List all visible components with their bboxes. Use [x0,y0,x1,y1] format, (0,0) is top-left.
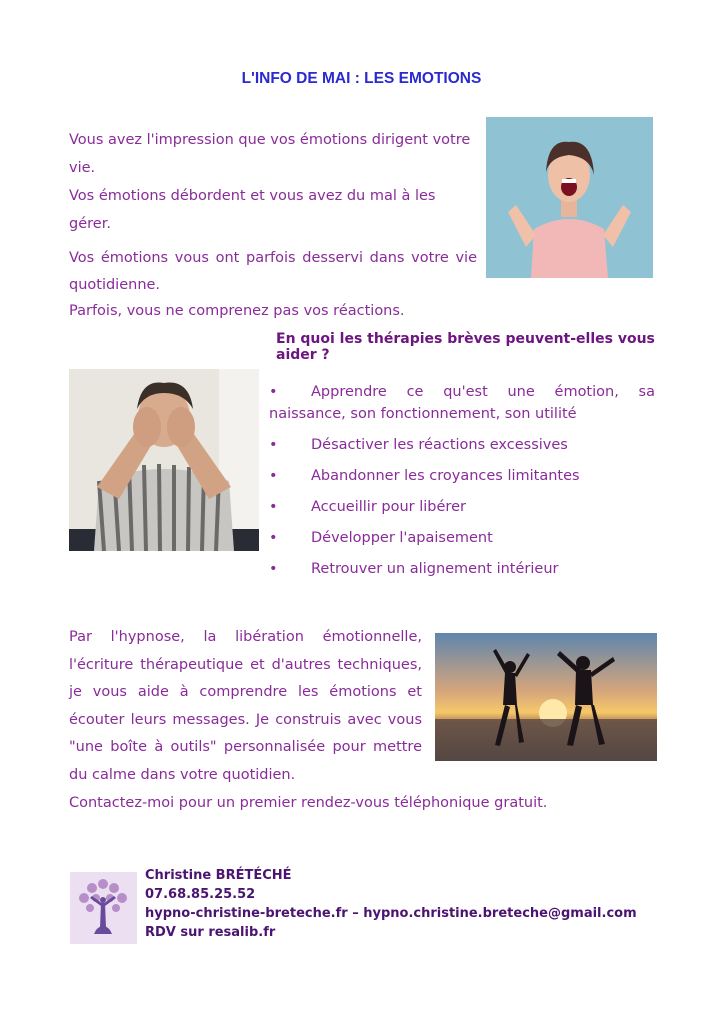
intro-line-3b: quotidienne. [69,277,161,293]
list-item [269,381,655,425]
contact-block [145,866,637,942]
benefits-list [269,381,655,589]
list-item-text: Développer l'apaisement [311,530,493,546]
list-item-text: Abandonner les croyances limitantes [311,468,580,484]
intro-line-3a: Vos émotions vous ont parfois desservi dans votre vie [69,250,477,266]
bullet-icon: • [269,468,278,484]
bullet-icon: • [269,384,278,400]
screaming-woman-image [486,117,653,278]
tree-of-life-logo [70,872,137,944]
contact-invitation: Contactez-moi pour un premier rendez-vous téléphonique gratuit. [69,795,548,811]
list-item-text: Désactiver les réactions excessives [311,437,568,453]
page-title: L'INFO DE MAI : LES EMOTIONS [241,70,482,87]
contact-booking[interactable]: RDV sur resalib.fr [145,925,276,940]
contact-web-email[interactable]: hypno-christine-breteche.fr – hypno.christine.breteche@gmail.com [145,906,637,921]
bullet-icon: • [269,437,278,453]
list-item [269,434,655,456]
outro-paragraph: Par l'hypnose, la libération émotionnelle, l'écriture thérapeutique et d'autres techniques, je vous aide à comprendre les émotions et écouter leurs messages. Je construis avec vous "une boîte à outils" personnalisée pour mettre du calme dans votre quotidien. [69,629,422,783]
list-item [269,496,655,518]
intro-line-4: Parfois, vous ne comprenez pas vos réactions. [69,303,405,319]
bullet-icon: • [269,561,278,577]
contact-phone: 07.68.85.25.52 [145,887,256,902]
intro-block [69,126,477,324]
list-item-text: Apprendre ce qu'est une émotion, sa naissance, son fonctionnement, son utilité [269,384,655,422]
distressed-man-image [69,369,259,551]
list-item-text: Retrouver un alignement intérieur [311,561,559,577]
bullet-icon: • [269,499,278,515]
bullet-icon: • [269,530,278,546]
section-subtitle: En quoi les thérapies brèves peuvent-elles vous aider ? [276,331,655,363]
sunset-jump-image [435,633,657,761]
intro-line-1: Vous avez l'impression que vos émotions dirigent votre vie. [69,132,471,176]
list-item-text: Accueillir pour libérer [311,499,466,515]
contact-name: Christine BRÉTÉCHÉ [145,868,292,883]
list-item [269,465,655,487]
list-item [269,527,655,549]
list-item [269,558,655,580]
intro-line-2: Vos émotions débordent et vous avez du mal à les gérer. [69,188,436,232]
